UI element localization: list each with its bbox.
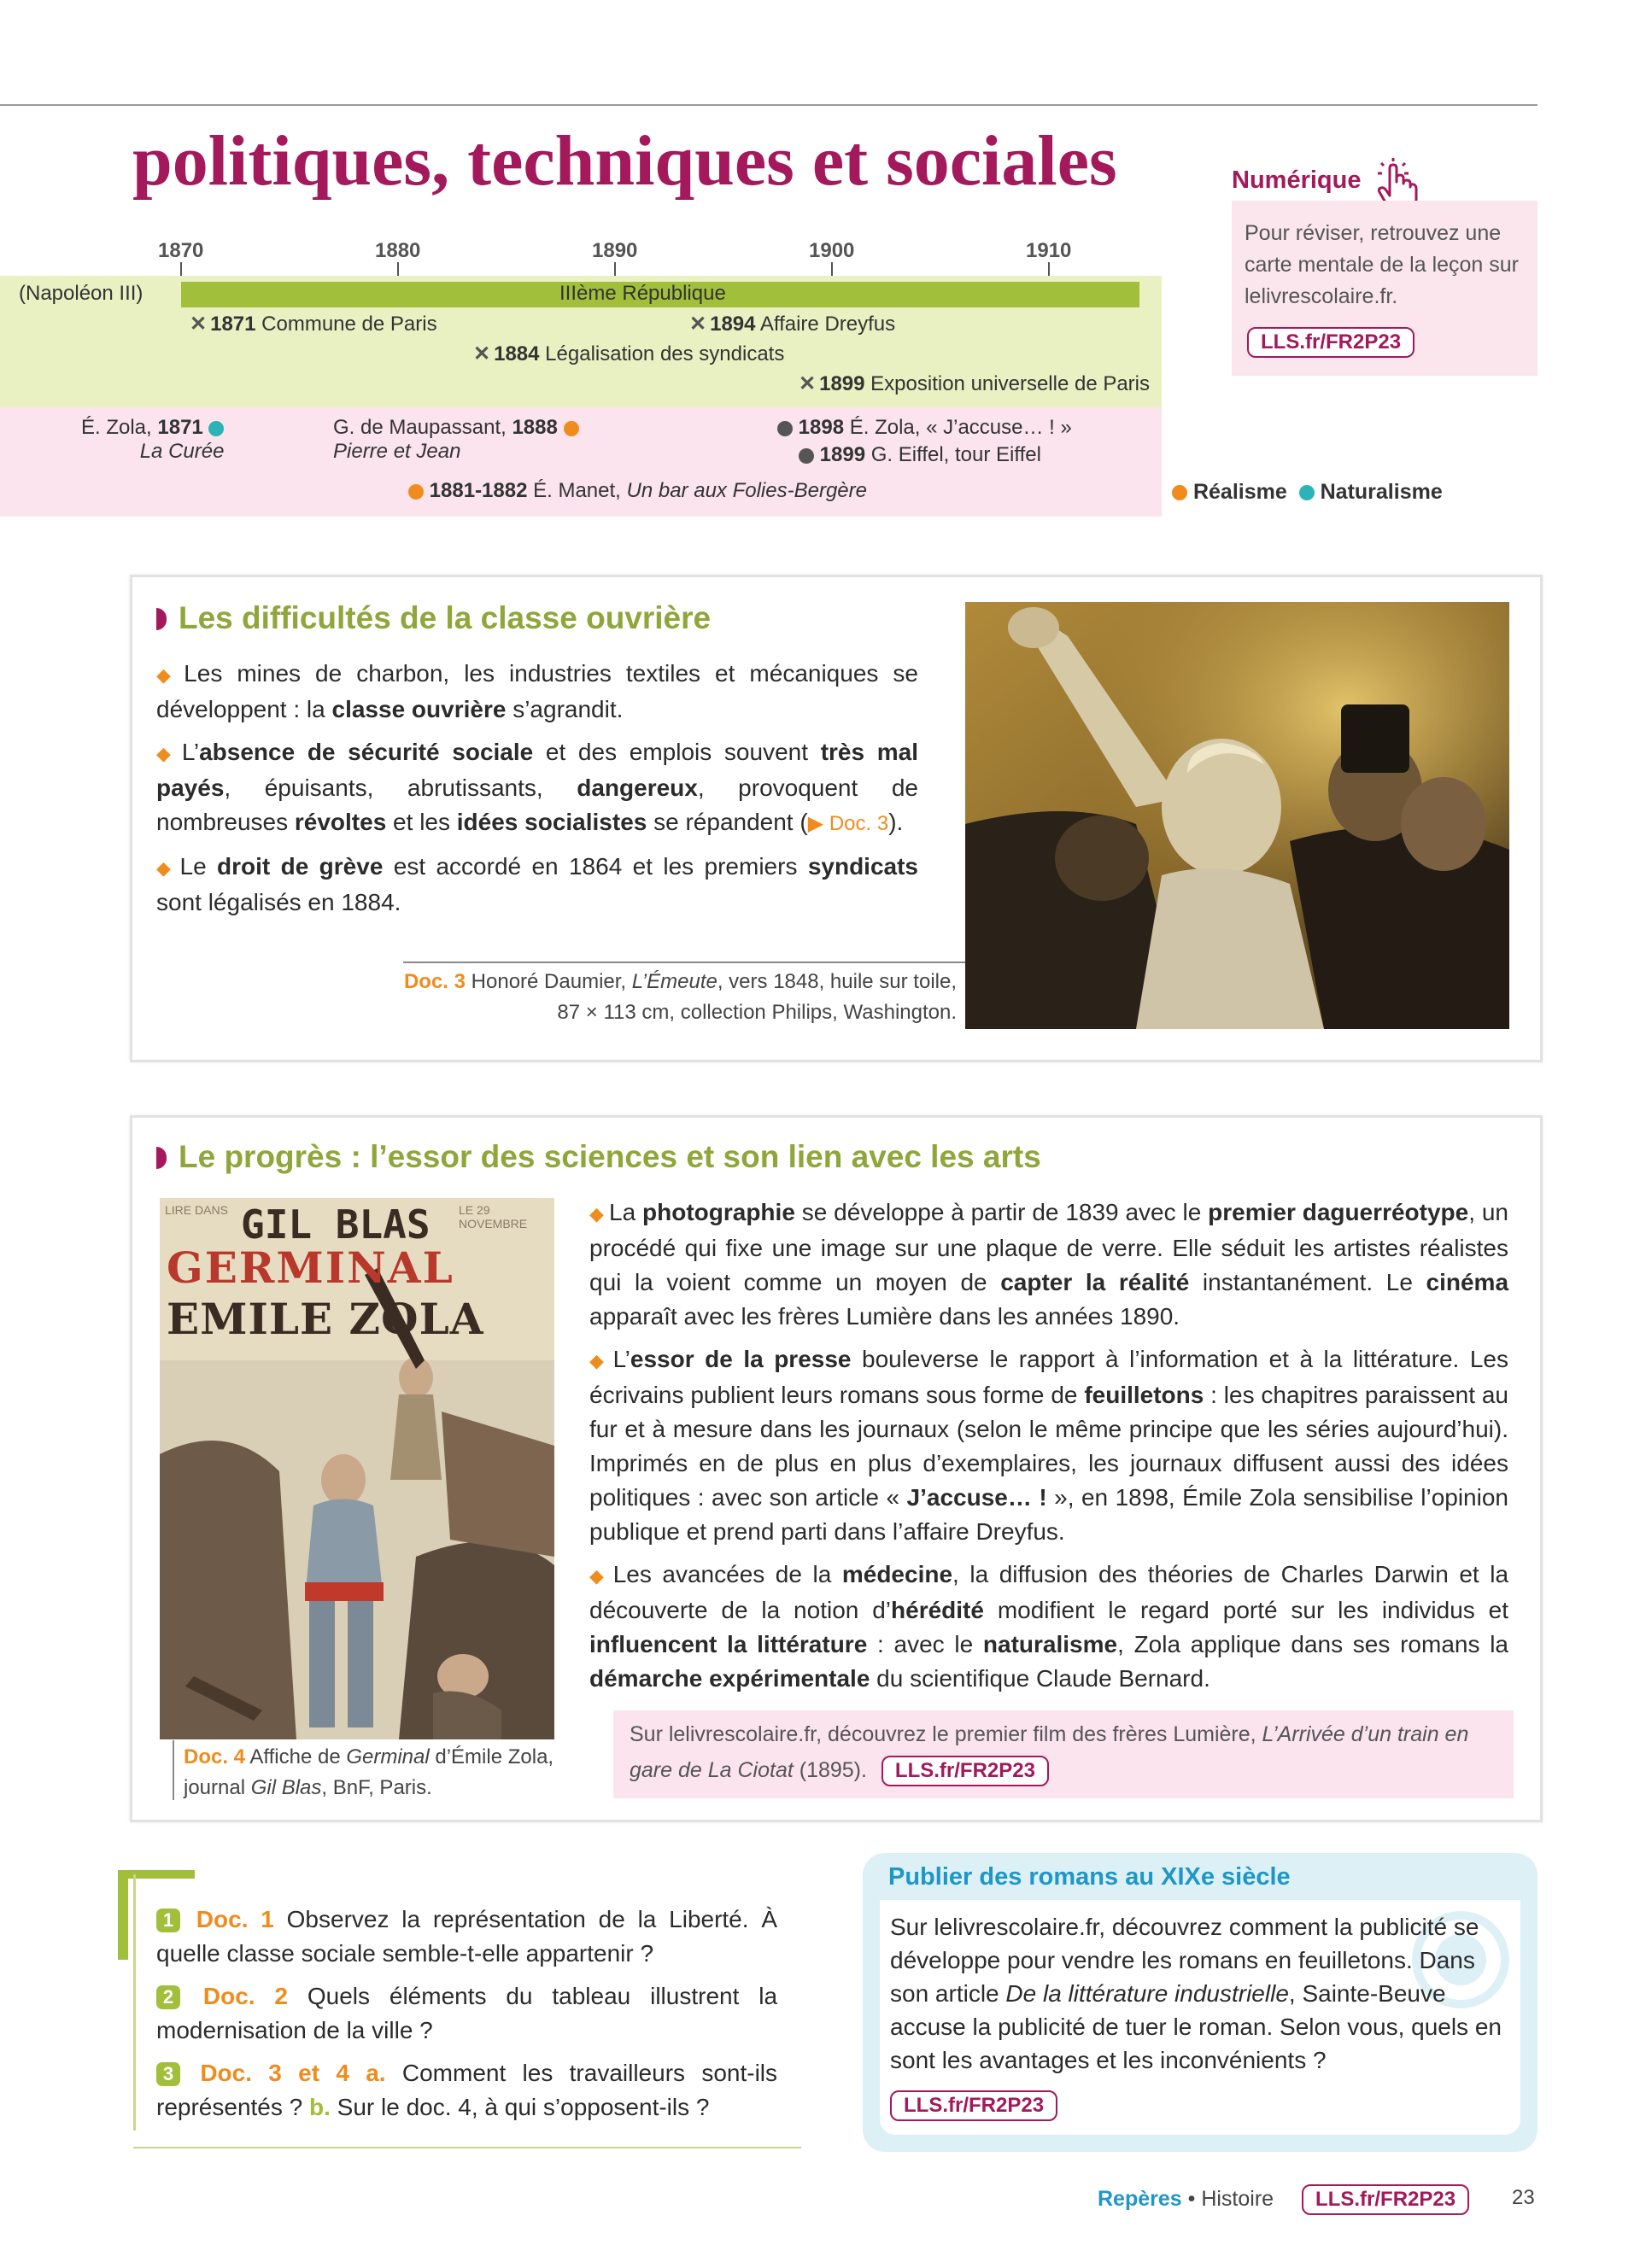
tick-1900 <box>831 262 833 276</box>
event-dot <box>799 448 814 464</box>
poster-emile-zola: EMILE ZOLA <box>167 1294 484 1344</box>
realisme-dot <box>564 421 579 436</box>
work-jaccuse: 1898 É. Zola, « J’accuse… ! » <box>777 416 1072 440</box>
work-zola-curee: É. Zola, 1871 La Curée <box>81 416 225 463</box>
questions-accent <box>118 1870 195 1879</box>
work-maupassant: G. de Maupassant, 1888 Pierre et Jean <box>333 416 579 464</box>
cross-icon: ✕ <box>473 342 491 365</box>
tick-1870 <box>180 262 182 276</box>
naturalisme-dot <box>208 421 224 436</box>
year-1880: 1880 <box>375 239 421 262</box>
timeline-legend: Réalisme Naturalisme <box>1172 480 1443 505</box>
numerique-label: Numérique <box>1232 167 1362 194</box>
event-exposition: ✕ 1899 Exposition universelle de Paris <box>799 372 1151 395</box>
page-footer: Repères • Histoire LLS.fr/FR2P23 <box>1098 2184 1469 2215</box>
tick-1880 <box>397 262 399 276</box>
top-rule <box>0 104 1538 106</box>
page-title: politiques, techniques et sociales <box>132 121 1117 201</box>
footer-link[interactable]: LLS.fr/FR2P23 <box>1302 2184 1469 2215</box>
poster-gil-blas: GIL BLAS <box>241 1201 430 1248</box>
diamond-bullet-icon: ◆ <box>156 857 175 879</box>
section-marker-icon <box>156 1147 167 1169</box>
question-item: 2 Doc. 2 Quels éléments du tableau illustrent la modernisation de la ville ? <box>156 1983 778 2043</box>
diamond-bullet-icon: ◆ <box>156 664 179 686</box>
questions-list <box>156 1903 777 2133</box>
section2-title: Le progrès : l’essor des sciences et son lien avec les arts <box>156 1139 1041 1175</box>
section1-title: Les difficultés de la classe ouvrière <box>156 600 711 636</box>
diamond-bullet-icon: ◆ <box>589 1203 604 1225</box>
caption-rule <box>403 962 965 963</box>
poster-top-left: LIRE DANS <box>165 1203 228 1217</box>
doc4-caption: Doc. 4 Affiche de Germinal d’Émile Zola, journal Gil Blas, BnF, Paris. <box>184 1745 554 1799</box>
publier-romans-title: Publier des romans au XIXe siècle <box>888 1863 1291 1891</box>
cross-icon: ✕ <box>190 313 208 336</box>
germinal-poster <box>160 1198 554 1739</box>
year-1890: 1890 <box>592 239 638 262</box>
naturalisme-dot <box>1299 485 1315 500</box>
event-commune: ✕ 1871 Commune de Paris <box>190 313 437 336</box>
period-republique: IIIème République <box>559 282 726 305</box>
section-marker-icon <box>156 608 167 630</box>
section1-text <box>156 657 918 928</box>
daumier-emeute-painting <box>965 602 1509 1029</box>
section1-paragraph: ◆ Les mines de charbon, les industries textiles et mécaniques se développent : la classe ouvrière s’agrandit. <box>156 660 918 722</box>
year-1910: 1910 <box>1026 239 1072 262</box>
poster-germinal: GERMINAL <box>167 1242 454 1293</box>
section2-text <box>589 1195 1508 1704</box>
work-eiffel: 1899 G. Eiffel, tour Eiffel <box>799 443 1041 467</box>
questions-accent <box>118 1870 128 1960</box>
work-manet: 1881-1882 É. Manet, Un bar aux Folies-Bergère <box>408 479 867 503</box>
period-napoleon: (Napoléon III) <box>19 282 144 305</box>
numerique-link[interactable]: LLS.fr/FR2P23 <box>1247 327 1414 358</box>
diamond-bullet-icon: ◆ <box>156 743 177 764</box>
questions-border <box>133 2147 801 2148</box>
realisme-dot <box>1172 485 1187 500</box>
lumiere-link[interactable]: LLS.fr/FR2P23 <box>882 1756 1049 1786</box>
page-number: 23 <box>1512 2186 1535 2209</box>
numerique-text: Pour réviser, retrouvez une carte mentale de la leçon sur lelivrescolaire.fr. <box>1245 221 1520 308</box>
section1-paragraph: ◆ L’absence de sécurité sociale et des emplois souvent très mal payés, épuisants, abrutissants, dangereux, provoquent de nombreuses révoltes et les idées socialistes se répandent (▶ Doc. 3). <box>156 739 918 835</box>
publier-romans-text: Sur lelivrescolaire.fr, découvrez comment la publicité se développe pour vendre les romans en feuilletons. Dans son article De la littérature industrielle, Sainte-Beuve accuse la publicité de tuer le roman. Selon vous, quels en sont les avantages et les inconvénients ? <box>890 1914 1502 2073</box>
event-dot <box>777 421 793 436</box>
section1-paragraph: ◆ Le droit de grève est accordé en 1864 et les premiers syndicats sont légalisés en 1884. <box>156 853 918 915</box>
question-item: 1 Doc. 1 Observez la représentation de la Liberté. À quelle classe sociale semble-t-elle appartenir ? <box>156 1906 778 1967</box>
doc3-caption: Doc. 3 Honoré Daumier, L’Émeute, vers 1848, huile sur toile, 87 × 113 cm, collection Philips, Washington. <box>403 970 957 1024</box>
realisme-dot <box>408 484 424 500</box>
publier-romans-link[interactable]: LLS.fr/FR2P23 <box>890 2090 1057 2121</box>
caption-rule <box>173 1740 174 1800</box>
doc3-reference[interactable]: ▶ Doc. 3 <box>807 812 889 835</box>
cross-icon: ✕ <box>689 313 707 336</box>
poster-top-right: LE 29 NOVEMBRE <box>459 1203 528 1230</box>
cross-icon: ✕ <box>799 372 817 395</box>
section2-paragraph: ◆ Les avancées de la médecine, la diffusion des théories de Charles Darwin et la découverte de la notion d’hérédité modifient le regard porté sur les individus et influencent la littérature : avec le naturalisme, Zola applique dans ses romans la démarche expérimentale du scientifique Claude Bernard. <box>589 1561 1509 1692</box>
event-dreyfus: ✕ 1894 Affaire Dreyfus <box>689 313 896 336</box>
diamond-bullet-icon: ◆ <box>589 1350 608 1371</box>
tick-1910 <box>1048 262 1050 276</box>
year-1870: 1870 <box>158 239 204 262</box>
questions-border <box>133 1874 136 2131</box>
lumiere-info-text: Sur lelivrescolaire.fr, découvrez le premier film des frères Lumière, L’Arrivée d’un train en gare de La Ciotat (1895). LLS.fr/FR2P23 <box>630 1716 1501 1788</box>
event-syndicats: ✕ 1884 Légalisation des syndicats <box>473 342 785 365</box>
section2-paragraph: ◆ L’essor de la presse bouleverse le rapport à l’information et à la littérature. Les écrivains publient leurs romans sous forme de feuilletons : les chapitres paraissent au fur et à mesure dans les journaux (selon le même principe que les séries aujourd’hui). Imprimés en de plus en plus d’exemplaires, les journaux diffusent aussi des idées politiques : avec son article « J’accuse… ! », en 1898, Émile Zola sensibilise l’opinion publique et prend parti dans l’affaire Dreyfus. <box>589 1346 1509 1545</box>
question-item: 3 Doc. 3 et 4 a. Comment les travailleurs sont-ils représentés ? b. Sur le doc. 4, à qui s’opposent-ils ? <box>156 2060 778 2120</box>
diamond-bullet-icon: ◆ <box>589 1565 608 1587</box>
year-1900: 1900 <box>809 239 855 262</box>
section2-paragraph: ◆ La photographie se développe à partir de 1839 avec le premier daguerréotype, un procédé qui fixe une image sur une plaque de verre. Elle séduit les artistes réalistes qui la voient comme un moyen de capter la réalité instantanément. Le cinéma apparaît avec les frères Lumière dans les années 1890. <box>589 1199 1509 1330</box>
tick-1890 <box>614 262 616 276</box>
